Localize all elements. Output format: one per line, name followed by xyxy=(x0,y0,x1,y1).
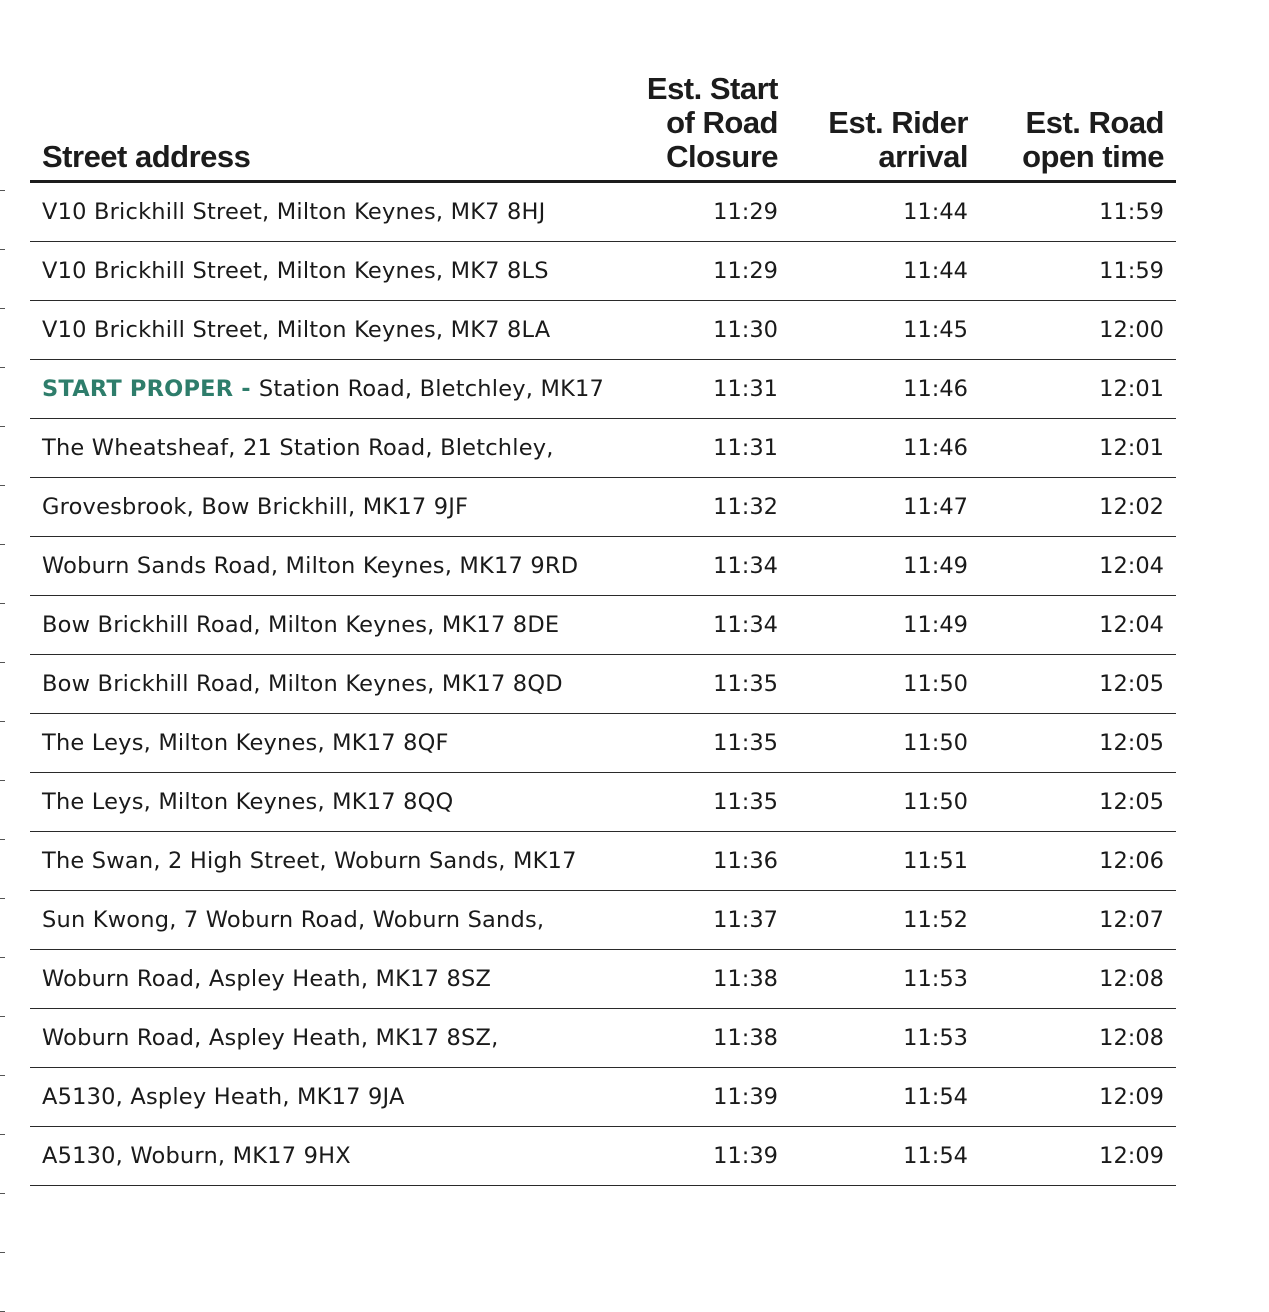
address-cell xyxy=(30,891,630,950)
open-header-line: open time xyxy=(1022,139,1164,174)
address-cell xyxy=(30,537,630,596)
open-header-line: Est. Road xyxy=(1025,105,1164,140)
address-cell xyxy=(30,832,630,891)
start-time-cell: 11:39 xyxy=(630,1068,790,1127)
start-time-cell: 11:30 xyxy=(630,301,790,360)
road-open-cell: 11:59 xyxy=(980,182,1176,242)
address-text: Sun Kwong, 7 Woburn Road, Woburn Sands, xyxy=(42,907,545,933)
rider-arrival-cell: 11:54 xyxy=(790,1068,980,1127)
table-row xyxy=(30,950,1176,1009)
address-text: V10 Brickhill Street, Milton Keynes, MK7 8HJ xyxy=(42,199,546,225)
start-time-cell: 11:35 xyxy=(630,655,790,714)
margin-tick xyxy=(0,957,5,958)
address-cell xyxy=(30,419,630,478)
rider-arrival-cell: 11:46 xyxy=(790,419,980,478)
margin-tick xyxy=(0,1193,5,1194)
start-time-cell: 11:35 xyxy=(630,773,790,832)
road-open-cell: 12:05 xyxy=(980,714,1176,773)
rider-arrival-cell: 11:52 xyxy=(790,891,980,950)
rider-arrival-cell: 11:44 xyxy=(790,182,980,242)
start-header-line: Est. Start xyxy=(646,71,778,106)
rider-header-line: arrival xyxy=(878,139,968,174)
address-text: Woburn Road, Aspley Heath, MK17 8SZ, xyxy=(42,1025,499,1051)
column-header-start xyxy=(630,70,790,182)
margin-tick xyxy=(0,367,5,368)
road-open-cell: 12:05 xyxy=(980,655,1176,714)
road-open-cell: 12:04 xyxy=(980,596,1176,655)
address-cell xyxy=(30,182,630,242)
margin-tick xyxy=(0,1075,5,1076)
address-text: Station Road, Bletchley, MK17 xyxy=(258,376,605,402)
start-time-cell: 11:37 xyxy=(630,891,790,950)
margin-tick xyxy=(0,249,5,250)
rider-arrival-cell: 11:51 xyxy=(790,832,980,891)
margin-tick xyxy=(0,721,5,722)
road-open-cell: 12:08 xyxy=(980,950,1176,1009)
rider-arrival-cell: 11:44 xyxy=(790,242,980,301)
table-row xyxy=(30,714,1176,773)
address-cell xyxy=(30,1127,630,1186)
road-open-cell: 11:59 xyxy=(980,242,1176,301)
address-text: The Wheatsheaf, 21 Station Road, Bletchley, xyxy=(42,435,554,461)
table-row xyxy=(30,182,1176,242)
road-open-cell: 12:06 xyxy=(980,832,1176,891)
address-text: Woburn Sands Road, Milton Keynes, MK17 9RD xyxy=(42,553,579,579)
rider-header-line: Est. Rider xyxy=(828,105,968,140)
address-cell xyxy=(30,478,630,537)
road-open-cell: 12:02 xyxy=(980,478,1176,537)
margin-tick xyxy=(0,485,5,486)
table-row xyxy=(30,1068,1176,1127)
address-text: A5130, Aspley Heath, MK17 9JA xyxy=(42,1084,405,1110)
column-header-open xyxy=(980,70,1176,182)
road-open-cell: 12:08 xyxy=(980,1009,1176,1068)
table-row xyxy=(30,360,1176,419)
margin-tick xyxy=(0,780,5,781)
road-open-cell: 12:09 xyxy=(980,1068,1176,1127)
rider-arrival-cell: 11:50 xyxy=(790,714,980,773)
margin-tick xyxy=(0,190,5,191)
address-text: Bow Brickhill Road, Milton Keynes, MK17 8QD xyxy=(42,671,563,697)
start-time-cell: 11:34 xyxy=(630,537,790,596)
rider-arrival-cell: 11:53 xyxy=(790,1009,980,1068)
road-open-cell: 12:07 xyxy=(980,891,1176,950)
road-open-cell: 12:05 xyxy=(980,773,1176,832)
start-time-cell: 11:39 xyxy=(630,1127,790,1186)
address-cell xyxy=(30,655,630,714)
rider-arrival-cell: 11:49 xyxy=(790,596,980,655)
margin-tick xyxy=(0,544,5,545)
table-row xyxy=(30,1009,1176,1068)
address-text: The Leys, Milton Keynes, MK17 8QF xyxy=(42,730,449,756)
address-cell xyxy=(30,596,630,655)
address-text: V10 Brickhill Street, Milton Keynes, MK7 8LS xyxy=(42,258,549,284)
margin-tick xyxy=(0,603,5,604)
road-open-cell: 12:01 xyxy=(980,419,1176,478)
start-time-cell: 11:35 xyxy=(630,714,790,773)
address-cell xyxy=(30,360,630,419)
table-row xyxy=(30,891,1176,950)
address-cell xyxy=(30,242,630,301)
table-row xyxy=(30,655,1176,714)
margin-tick xyxy=(0,898,5,899)
rider-arrival-cell: 11:47 xyxy=(790,478,980,537)
start-time-cell: 11:38 xyxy=(630,950,790,1009)
address-cell xyxy=(30,301,630,360)
address-text: V10 Brickhill Street, Milton Keynes, MK7 8LA xyxy=(42,317,551,343)
start-proper-label: START PROPER - xyxy=(42,376,259,402)
start-time-cell: 11:34 xyxy=(630,596,790,655)
column-header-rider xyxy=(790,70,980,182)
start-time-cell: 11:31 xyxy=(630,360,790,419)
start-time-cell: 11:36 xyxy=(630,832,790,891)
start-header-line: Closure xyxy=(666,139,778,174)
table-row xyxy=(30,1127,1176,1186)
address-text: Grovesbrook, Bow Brickhill, MK17 9JF xyxy=(42,494,469,520)
address-text: The Swan, 2 High Street, Woburn Sands, MK17 xyxy=(42,848,577,874)
rider-arrival-cell: 11:54 xyxy=(790,1127,980,1186)
table-row xyxy=(30,832,1176,891)
table-row xyxy=(30,301,1176,360)
road-open-cell: 12:01 xyxy=(980,360,1176,419)
road-closure-table xyxy=(30,70,1176,1186)
start-time-cell: 11:29 xyxy=(630,242,790,301)
start-time-cell: 11:38 xyxy=(630,1009,790,1068)
rider-arrival-cell: 11:50 xyxy=(790,773,980,832)
road-open-cell: 12:00 xyxy=(980,301,1176,360)
margin-tick xyxy=(0,1252,5,1253)
margin-tick xyxy=(0,1016,5,1017)
address-text: A5130, Woburn, MK17 9HX xyxy=(42,1143,351,1169)
margin-tick xyxy=(0,839,5,840)
table-row xyxy=(30,242,1176,301)
address-cell xyxy=(30,1068,630,1127)
start-time-cell: 11:29 xyxy=(630,182,790,242)
road-open-cell: 12:04 xyxy=(980,537,1176,596)
road-open-cell: 12:09 xyxy=(980,1127,1176,1186)
rider-arrival-cell: 11:46 xyxy=(790,360,980,419)
margin-tick xyxy=(0,426,5,427)
rider-arrival-cell: 11:53 xyxy=(790,950,980,1009)
rider-arrival-cell: 11:45 xyxy=(790,301,980,360)
start-time-cell: 11:31 xyxy=(630,419,790,478)
address-text: The Leys, Milton Keynes, MK17 8QQ xyxy=(42,789,454,815)
start-time-cell: 11:32 xyxy=(630,478,790,537)
rider-arrival-cell: 11:50 xyxy=(790,655,980,714)
margin-tick-marks xyxy=(0,0,6,1199)
table-row xyxy=(30,773,1176,832)
start-header-line: of Road xyxy=(666,105,778,140)
table-body xyxy=(30,182,1176,1186)
table-row xyxy=(30,478,1176,537)
address-cell xyxy=(30,773,630,832)
margin-tick xyxy=(0,662,5,663)
table-row xyxy=(30,596,1176,655)
address-text: Woburn Road, Aspley Heath, MK17 8SZ xyxy=(42,966,492,992)
table-row xyxy=(30,419,1176,478)
rider-arrival-cell: 11:49 xyxy=(790,537,980,596)
address-cell xyxy=(30,950,630,1009)
header-row xyxy=(30,70,1176,182)
address-text: Bow Brickhill Road, Milton Keynes, MK17 8DE xyxy=(42,612,560,638)
address-header-label: Street address xyxy=(42,139,251,174)
table-header xyxy=(30,70,1176,182)
address-cell xyxy=(30,714,630,773)
column-header-address xyxy=(30,70,630,182)
address-cell xyxy=(30,1009,630,1068)
table-row xyxy=(30,537,1176,596)
margin-tick xyxy=(0,1134,5,1135)
margin-tick xyxy=(0,308,5,309)
